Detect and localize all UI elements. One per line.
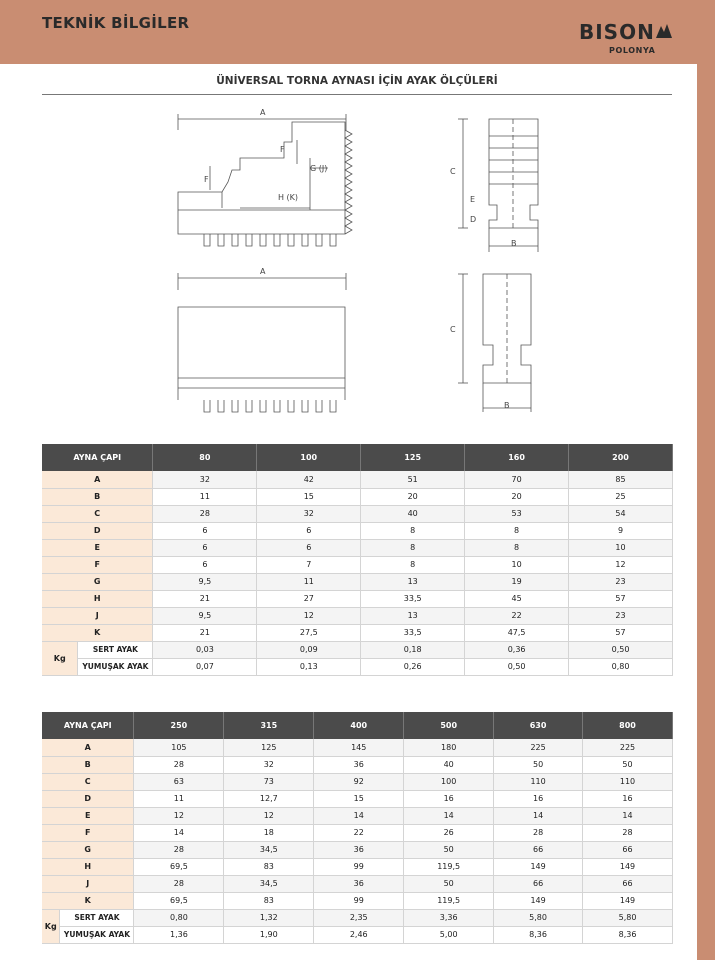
table-cell: 225 — [494, 739, 583, 756]
column-header: 400 — [314, 712, 404, 739]
header-chuck-diameter: AYNA ÇAPI — [42, 444, 153, 471]
table-cell: 6 — [153, 539, 257, 556]
table-cell: 0,26 — [361, 658, 465, 675]
table-row — [42, 607, 673, 624]
table-cell: 8,36 — [583, 926, 673, 943]
table-cell: 16 — [583, 790, 673, 807]
dim-label-c2: C — [450, 325, 456, 334]
table-row — [42, 573, 673, 590]
table-cell: 19 — [465, 573, 569, 590]
table-cell: 8 — [465, 539, 569, 556]
section-title: TEKNİK BİLGİLER — [42, 14, 190, 32]
table-cell: 225 — [583, 739, 673, 756]
table-cell: 36 — [314, 756, 404, 773]
table-cell: 50 — [404, 875, 494, 892]
table-cell: 92 — [314, 773, 404, 790]
soft-jaw-side-view — [178, 273, 346, 412]
table-cell: 12,7 — [224, 790, 314, 807]
table-cell: 0,07 — [153, 658, 257, 675]
table-cell: 100 — [404, 773, 494, 790]
dim-label-c: C — [450, 167, 456, 176]
table-cell: 14 — [494, 807, 583, 824]
table-row — [42, 556, 673, 573]
document-title: ÜNİVERSAL TORNA AYNASI İÇİN AYAK ÖLÇÜLERİ — [216, 75, 498, 87]
column-header: 160 — [465, 444, 569, 471]
weight-row — [42, 641, 673, 658]
table-cell: 3,36 — [404, 909, 494, 926]
table-cell: 11 — [257, 573, 361, 590]
table-cell: 6 — [153, 522, 257, 539]
table-cell: 0,09 — [257, 641, 361, 658]
row-key: G — [42, 841, 134, 858]
table-row — [42, 858, 673, 875]
table-cell: 28 — [153, 505, 257, 522]
table-row — [42, 773, 673, 790]
table-cell: 12 — [224, 807, 314, 824]
kg-label: Kg — [42, 641, 78, 675]
table-cell: 9,5 — [153, 573, 257, 590]
table-cell: 1,90 — [224, 926, 314, 943]
column-header: 100 — [257, 444, 361, 471]
table-cell: 28 — [494, 824, 583, 841]
dim-label-b: B — [511, 239, 517, 248]
table-cell: 0,13 — [257, 658, 361, 675]
table-cell: 180 — [404, 739, 494, 756]
table-cell: 69,5 — [134, 858, 224, 875]
table-cell: 28 — [134, 841, 224, 858]
table-cell: 28 — [583, 824, 673, 841]
row-key: C — [42, 505, 153, 522]
table-cell: 11 — [153, 488, 257, 505]
table-cell: 32 — [153, 471, 257, 488]
dim-label-f: F — [280, 145, 285, 154]
table-cell: 8 — [361, 522, 465, 539]
table-header-row — [42, 444, 673, 471]
table-cell: 50 — [494, 756, 583, 773]
table-cell: 149 — [583, 858, 673, 875]
table-cell: 0,18 — [361, 641, 465, 658]
table-cell: 21 — [153, 590, 257, 607]
column-header: 200 — [569, 444, 673, 471]
table-cell: 13 — [361, 607, 465, 624]
dim-label-g: G (J) — [310, 164, 328, 173]
table-header-row — [42, 712, 673, 739]
table-cell: 6 — [153, 556, 257, 573]
table-cell: 18 — [224, 824, 314, 841]
row-key: A — [42, 739, 134, 756]
bison-horn-icon — [655, 22, 673, 40]
table-cell: 11 — [134, 790, 224, 807]
table-cell: 28 — [134, 875, 224, 892]
table-cell: 119,5 — [404, 858, 494, 875]
table-cell: 83 — [224, 892, 314, 909]
table-cell: 57 — [569, 624, 673, 641]
table-cell: 5,80 — [583, 909, 673, 926]
header-chuck-diameter: AYNA ÇAPI — [42, 712, 134, 739]
table-cell: 42 — [257, 471, 361, 488]
table-row — [42, 590, 673, 607]
table-cell: 10 — [569, 539, 673, 556]
table-cell: 69,5 — [134, 892, 224, 909]
table-cell: 33,5 — [361, 624, 465, 641]
table-cell: 33,5 — [361, 590, 465, 607]
table-cell: 45 — [465, 590, 569, 607]
dim-label-d: D — [470, 215, 477, 224]
table-cell: 12 — [134, 807, 224, 824]
table-cell: 66 — [494, 875, 583, 892]
table-cell: 14 — [404, 807, 494, 824]
brand-logo — [579, 20, 675, 60]
column-header: 500 — [404, 712, 494, 739]
table-cell: 110 — [494, 773, 583, 790]
table-cell: 70 — [465, 471, 569, 488]
title-divider — [42, 94, 672, 95]
table-cell: 63 — [134, 773, 224, 790]
table-row — [42, 624, 673, 641]
table-cell: 0,80 — [134, 909, 224, 926]
table-cell: 0,36 — [465, 641, 569, 658]
table-cell: 8 — [361, 539, 465, 556]
table-row — [42, 505, 673, 522]
weight-row — [42, 658, 673, 675]
table-cell: 7 — [257, 556, 361, 573]
table-cell: 47,5 — [465, 624, 569, 641]
table-cell: 16 — [494, 790, 583, 807]
table-row — [42, 892, 673, 909]
table-row — [42, 756, 673, 773]
table-cell: 9 — [569, 522, 673, 539]
table-cell: 14 — [134, 824, 224, 841]
table-cell: 5,80 — [494, 909, 583, 926]
table-cell: 0,50 — [569, 641, 673, 658]
column-header: 80 — [153, 444, 257, 471]
row-key: J — [42, 875, 134, 892]
table-row — [42, 790, 673, 807]
table-cell: 12 — [257, 607, 361, 624]
row-key: A — [42, 471, 153, 488]
table-cell: 149 — [583, 892, 673, 909]
table-cell: 66 — [583, 841, 673, 858]
table-cell: 22 — [465, 607, 569, 624]
dim-label-b2: B — [504, 401, 510, 410]
table-cell: 10 — [465, 556, 569, 573]
row-key: D — [42, 790, 134, 807]
table-cell: 0,80 — [569, 658, 673, 675]
table-cell: 119,5 — [404, 892, 494, 909]
table-cell: 73 — [224, 773, 314, 790]
dim-label-a: A — [260, 108, 266, 117]
table-cell: 50 — [404, 841, 494, 858]
row-key: K — [42, 892, 134, 909]
row-key: G — [42, 573, 153, 590]
weight-type-label: SERT AYAK — [60, 909, 134, 926]
table-cell: 23 — [569, 573, 673, 590]
table-row — [42, 522, 673, 539]
table-cell: 22 — [314, 824, 404, 841]
row-key: H — [42, 858, 134, 875]
table-cell: 50 — [583, 756, 673, 773]
row-key: D — [42, 522, 153, 539]
table-cell: 110 — [583, 773, 673, 790]
table-cell: 32 — [224, 756, 314, 773]
table-cell: 53 — [465, 505, 569, 522]
table-cell: 12 — [569, 556, 673, 573]
jaw-technical-drawings — [160, 100, 560, 430]
table-cell: 16 — [404, 790, 494, 807]
table-cell: 6 — [257, 539, 361, 556]
row-key: F — [42, 824, 134, 841]
table-cell: 125 — [224, 739, 314, 756]
table-cell: 1,36 — [134, 926, 224, 943]
table-cell: 2,35 — [314, 909, 404, 926]
dimension-table-small — [42, 444, 673, 676]
table-cell: 8,36 — [494, 926, 583, 943]
dim-label-f2: F — [204, 175, 209, 184]
table-cell: 40 — [404, 756, 494, 773]
table-cell: 54 — [569, 505, 673, 522]
table-cell: 25 — [569, 488, 673, 505]
table-cell: 149 — [494, 858, 583, 875]
table-cell: 99 — [314, 858, 404, 875]
table-cell: 105 — [134, 739, 224, 756]
table-cell: 9,5 — [153, 607, 257, 624]
logo-text: BISON — [579, 20, 655, 44]
column-header: 250 — [134, 712, 224, 739]
table-row — [42, 875, 673, 892]
table-cell: 36 — [314, 875, 404, 892]
dim-label-e: E — [470, 195, 476, 204]
table-cell: 99 — [314, 892, 404, 909]
table-cell: 8 — [361, 556, 465, 573]
hard-jaw-front-view — [458, 119, 538, 252]
table-cell: 0,50 — [465, 658, 569, 675]
table-cell: 5,00 — [404, 926, 494, 943]
table-cell: 27 — [257, 590, 361, 607]
table-cell: 66 — [583, 875, 673, 892]
row-key: K — [42, 624, 153, 641]
table-cell: 85 — [569, 471, 673, 488]
table-cell: 27,5 — [257, 624, 361, 641]
soft-jaw-front-view — [458, 274, 531, 412]
table-cell: 149 — [494, 892, 583, 909]
table-cell: 13 — [361, 573, 465, 590]
weight-row — [42, 909, 673, 926]
row-key: C — [42, 773, 134, 790]
table-cell: 15 — [257, 488, 361, 505]
weight-type-label: YUMUŞAK AYAK — [78, 658, 153, 675]
table-cell: 145 — [314, 739, 404, 756]
table-cell: 0,03 — [153, 641, 257, 658]
row-key: E — [42, 807, 134, 824]
table-row — [42, 471, 673, 488]
table-row — [42, 824, 673, 841]
table-cell: 20 — [465, 488, 569, 505]
row-key: F — [42, 556, 153, 573]
column-header: 800 — [583, 712, 673, 739]
row-key: B — [42, 756, 134, 773]
row-key: E — [42, 539, 153, 556]
table-cell: 32 — [257, 505, 361, 522]
kg-label: Kg — [42, 909, 60, 943]
table-cell: 8 — [465, 522, 569, 539]
table-cell: 15 — [314, 790, 404, 807]
table-row — [42, 841, 673, 858]
table-cell: 1,32 — [224, 909, 314, 926]
table-cell: 20 — [361, 488, 465, 505]
table-cell: 14 — [314, 807, 404, 824]
table-cell: 26 — [404, 824, 494, 841]
table-cell: 2,46 — [314, 926, 404, 943]
table-cell: 6 — [257, 522, 361, 539]
table-cell: 36 — [314, 841, 404, 858]
table-row — [42, 488, 673, 505]
table-row — [42, 539, 673, 556]
table-cell: 51 — [361, 471, 465, 488]
row-key: B — [42, 488, 153, 505]
table-row — [42, 807, 673, 824]
table-cell: 66 — [494, 841, 583, 858]
table-cell: 57 — [569, 590, 673, 607]
table-cell: 40 — [361, 505, 465, 522]
dim-label-h: H (K) — [278, 193, 299, 202]
row-key: H — [42, 590, 153, 607]
table-cell: 14 — [583, 807, 673, 824]
weight-type-label: YUMUŞAK AYAK — [60, 926, 134, 943]
dimension-table-large — [42, 712, 673, 944]
weight-row — [42, 926, 673, 943]
table-cell: 28 — [134, 756, 224, 773]
logo-subtitle: POLONYA — [609, 46, 656, 55]
table-cell: 34,5 — [224, 875, 314, 892]
table-cell: 83 — [224, 858, 314, 875]
table-cell: 23 — [569, 607, 673, 624]
column-header: 125 — [361, 444, 465, 471]
table-cell: 21 — [153, 624, 257, 641]
column-header: 315 — [224, 712, 314, 739]
column-header: 630 — [494, 712, 583, 739]
table-cell: 34,5 — [224, 841, 314, 858]
table-row — [42, 739, 673, 756]
weight-type-label: SERT AYAK — [78, 641, 153, 658]
dim-label-a2: A — [260, 267, 266, 276]
row-key: J — [42, 607, 153, 624]
